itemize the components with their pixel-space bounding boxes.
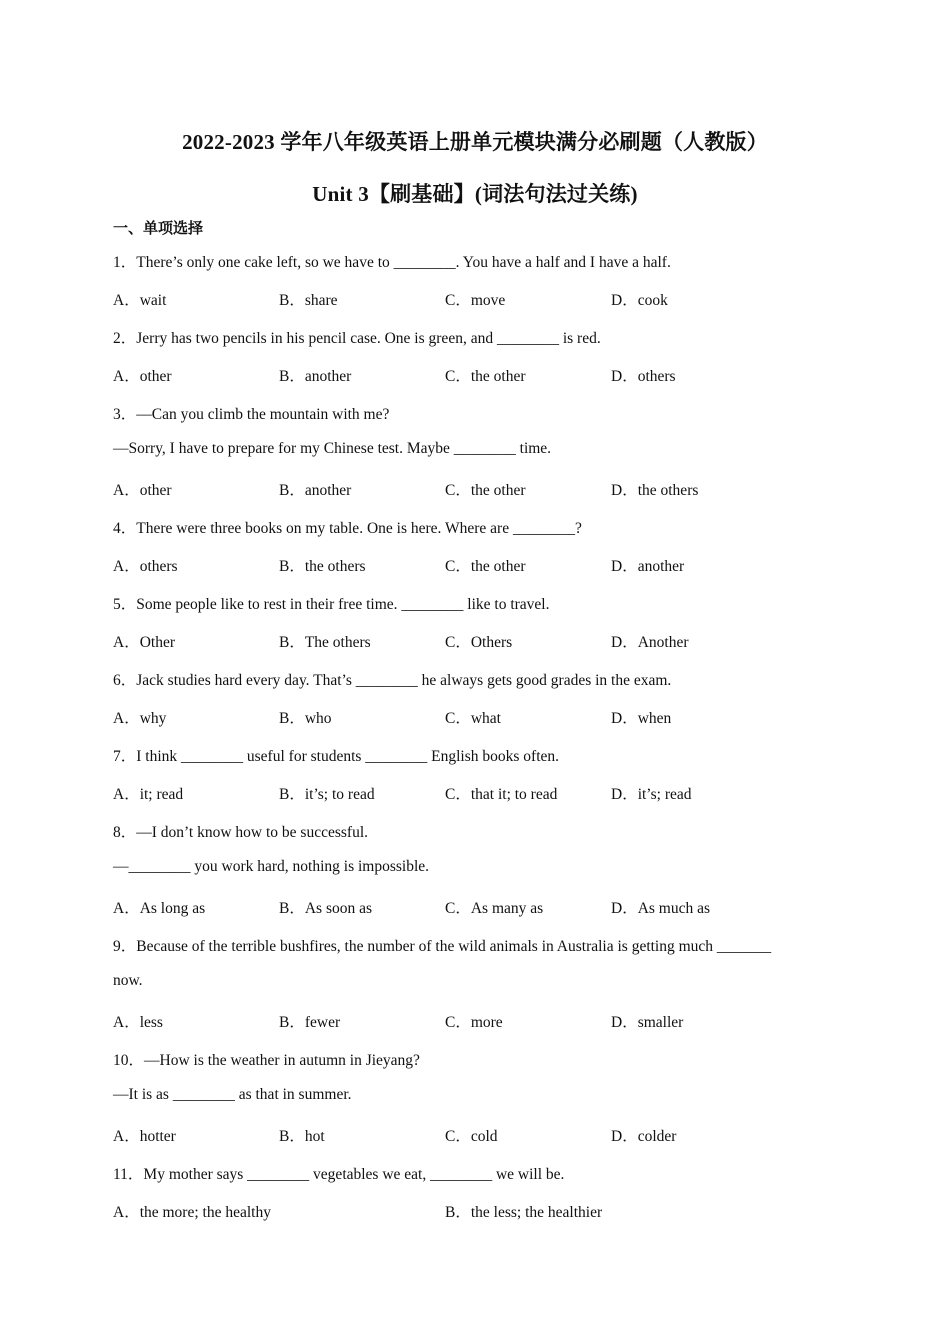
- q5-option-c: C．Others: [445, 634, 513, 651]
- document-title: 2022-2023 学年八年级英语上册单元模块满分必刷题（人教版）: [182, 130, 768, 154]
- q2-option-b: B．another: [279, 368, 352, 385]
- q3-option-a: A．other: [113, 482, 172, 499]
- q7-option-a: A．it; read: [113, 786, 184, 803]
- q9-option-c: C．more: [445, 1014, 503, 1031]
- q3-option-b: B．another: [279, 482, 352, 499]
- q10-option-d: D．colder: [611, 1128, 677, 1145]
- q5-option-a: A．Other: [113, 634, 175, 651]
- q4-option-c: C．the other: [445, 558, 526, 575]
- q6-option-c: C．what: [445, 710, 501, 727]
- q7-option-c: C．that it; to read: [445, 786, 558, 803]
- q1-option-d: D．cook: [611, 292, 668, 309]
- question-11-stem: 11．My mother says ________ vegetables we eat, ________ we will be.: [113, 1166, 565, 1183]
- q8-option-b: B．As soon as: [279, 900, 373, 917]
- section-heading: 一、单项选择: [113, 219, 204, 237]
- q5-option-d: D．Another: [611, 634, 689, 651]
- question-3-line-2: —Sorry, I have to prepare for my Chinese test. Maybe ________ time.: [113, 440, 552, 457]
- q11-option-a: A．the more; the healthy: [113, 1204, 271, 1221]
- q4-option-d: D．another: [611, 558, 685, 575]
- question-8-line-2: —________ you work hard, nothing is impossible.: [113, 858, 430, 875]
- q7-option-b: B．it’s; to read: [279, 786, 375, 803]
- question-10-line-2: —It is as ________ as that in summer.: [113, 1086, 352, 1103]
- q7-option-d: D．it’s; read: [611, 786, 692, 803]
- question-7-stem: 7．I think ________ useful for students ________ English books often.: [113, 748, 560, 765]
- question-6-stem: 6．Jack studies hard every day. That’s ________ he always gets good grades in the exam.: [113, 672, 672, 689]
- q8-option-c: C．As many as: [445, 900, 544, 917]
- q1-option-c: C．move: [445, 292, 506, 309]
- q4-option-b: B．the others: [279, 558, 366, 575]
- q9-option-a: A．less: [113, 1014, 163, 1031]
- q2-option-a: A．other: [113, 368, 172, 385]
- q10-option-a: A．hotter: [113, 1128, 176, 1145]
- q6-option-a: A．why: [113, 710, 167, 727]
- q4-option-a: A．others: [113, 558, 178, 575]
- q10-option-c: C．cold: [445, 1128, 498, 1145]
- document-subtitle: Unit 3【刷基础】(词法句法过关练): [312, 182, 638, 206]
- q5-option-b: B．The others: [279, 634, 371, 651]
- question-9-line-2: now.: [113, 972, 143, 989]
- q8-option-a: A．As long as: [113, 900, 206, 917]
- question-8-stem: 8．—I don’t know how to be successful.: [113, 824, 369, 841]
- q1-option-a: A．wait: [113, 292, 167, 309]
- q1-option-b: B．share: [279, 292, 338, 309]
- q8-option-d: D．As much as: [611, 900, 711, 917]
- q3-option-d: D．the others: [611, 482, 699, 499]
- q3-option-c: C．the other: [445, 482, 526, 499]
- question-9-stem: 9．Because of the terrible bushfires, the number of the wild animals in Australia is getting much _______: [113, 938, 772, 955]
- question-3-stem: 3．—Can you climb the mountain with me?: [113, 406, 390, 423]
- q9-option-b: B．fewer: [279, 1014, 341, 1031]
- q2-option-c: C．the other: [445, 368, 526, 385]
- q9-option-d: D．smaller: [611, 1014, 684, 1031]
- q6-option-d: D．when: [611, 710, 672, 727]
- question-5-stem: 5．Some people like to rest in their free time. ________ like to travel.: [113, 596, 550, 613]
- q10-option-b: B．hot: [279, 1128, 325, 1145]
- question-10-stem: 10．—How is the weather in autumn in Jieyang?: [113, 1052, 420, 1069]
- q6-option-b: B．who: [279, 710, 332, 727]
- q11-option-b: B．the less; the healthier: [445, 1204, 603, 1221]
- q2-option-d: D．others: [611, 368, 676, 385]
- question-4-stem: 4．There were three books on my table. One is here. Where are ________?: [113, 520, 582, 537]
- question-1-stem: 1．There’s only one cake left, so we have to ________. You have a half and I have a half.: [113, 254, 671, 271]
- question-2-stem: 2．Jerry has two pencils in his pencil case. One is green, and ________ is red.: [113, 330, 601, 347]
